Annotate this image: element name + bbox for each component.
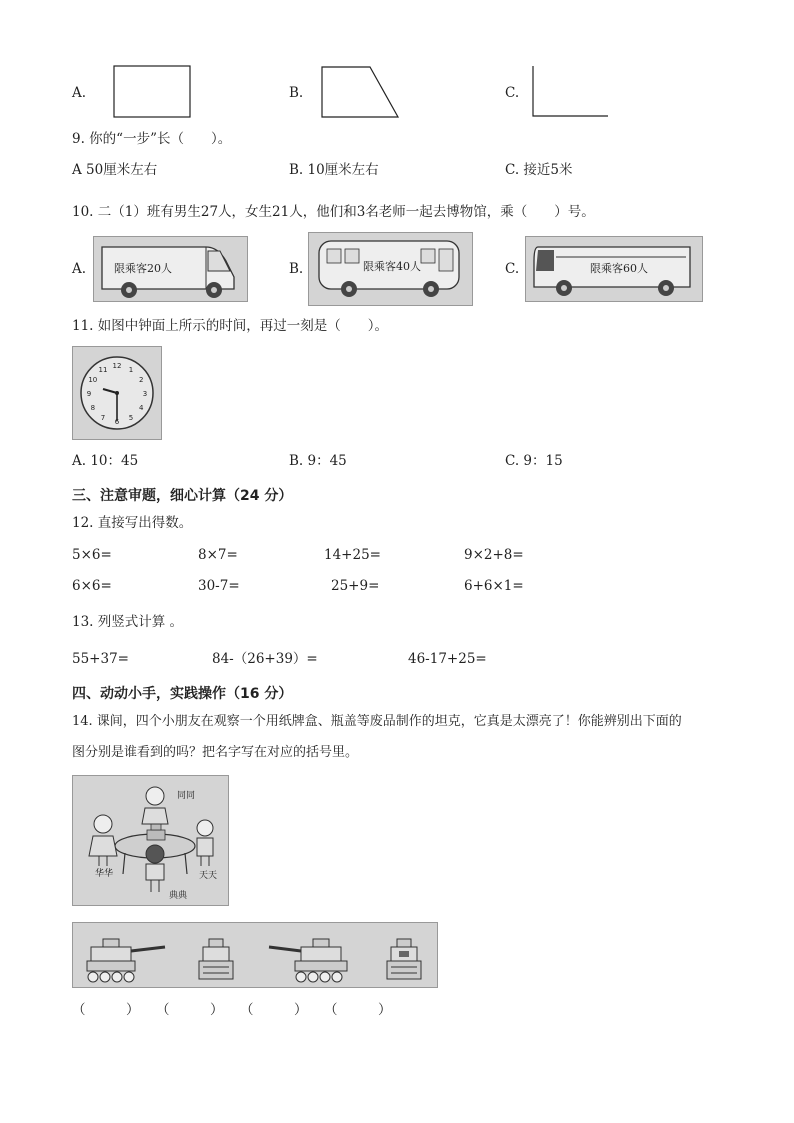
q8-option-a-label: A. [72, 85, 87, 101]
clock-numeral: 2 [138, 376, 144, 384]
child-name-top: 同同 [177, 791, 196, 801]
bus-a-capacity: 限乘客20人 [114, 262, 172, 275]
q12-item: 25+9= [331, 578, 380, 594]
clock-numeral: 12 [112, 362, 122, 370]
q8-option-c-label: C. [505, 85, 520, 101]
rectangle-shape [113, 65, 193, 120]
clock-numeral: 8 [90, 404, 96, 412]
section-3-title: 三、注意审题，细心计算（24 分） [72, 488, 293, 504]
q9-option-b: B. 10厘米左右 [289, 162, 379, 178]
q13-item: 55+37= [72, 651, 129, 667]
tank-side-view-1 [87, 939, 165, 982]
q14-question-line-1: 14. 课间，四个小朋友在观察一个用纸牌盒、瓶盖等废品制作的坦克，它真是太漂亮了！你能辨别出下面的 [72, 714, 682, 729]
clock-numeral: 11 [98, 365, 108, 374]
child-name-left: 华华 [95, 869, 114, 879]
q12-item: 9×2+8= [464, 547, 524, 563]
children-observing-tank-image [72, 775, 229, 906]
clock-image [72, 346, 162, 440]
q14-answer-blank[interactable]: （ ） [72, 1002, 140, 1018]
q12-item: 8×7= [198, 547, 238, 563]
q12-item: 6+6×1= [464, 578, 524, 594]
right-angle-shape [530, 65, 610, 120]
bus-image-a [93, 236, 248, 302]
q10-option-b-label: B. [289, 261, 304, 277]
bus-image-b [308, 232, 473, 306]
q9-question: 9. 你的“一步”长（ ）。 [72, 131, 232, 147]
q11-option-a: A. 10：45 [72, 453, 139, 469]
bus-image-c [525, 236, 703, 302]
q11-question: 11. 如图中钟面上所示的时间，再过一刻是（ ）。 [72, 318, 389, 334]
q13-item: 46-17+25= [408, 651, 487, 667]
q14-answer-blank[interactable]: （ ） [324, 1002, 392, 1018]
q11-option-c: C. 9：15 [505, 453, 563, 469]
q11-option-b: B. 9：45 [289, 453, 347, 469]
q12-question: 12. 直接写出得数。 [72, 515, 193, 531]
tank-back-view [387, 939, 421, 979]
q14-answer-blank[interactable]: （ ） [156, 1002, 224, 1018]
bus-c-capacity: 限乘客60人 [590, 262, 648, 275]
q12-item: 30-7= [198, 578, 240, 594]
q13-question: 13. 列竖式计算 。 [72, 614, 184, 630]
q10-option-a-label: A. [72, 261, 87, 277]
q12-item: 14+25= [324, 547, 381, 563]
q12-item: 5×6= [72, 547, 112, 563]
q9-option-c: C. 接近5米 [505, 162, 573, 178]
q12-item: 6×6= [72, 578, 112, 594]
q14-question-line-2: 图分别是谁看到的吗？把名字写在对应的括号里。 [72, 745, 359, 760]
q13-item: 84-（26+39）= [212, 651, 318, 667]
clock-numeral: 4 [138, 404, 144, 412]
child-name-right: 天天 [199, 871, 218, 881]
q8-option-b-label: B. [289, 85, 304, 101]
clock-numeral: 1 [128, 365, 134, 374]
tank-views-image [72, 922, 438, 988]
section-4-title: 四、动动小手，实践操作（16 分） [72, 686, 293, 702]
q10-question: 10. 二（1）班有男生27人，女生21人，他们和3名老师一起去博物馆，乘（ ）号。 [72, 204, 595, 220]
clock-numeral: 6 [114, 418, 120, 426]
q10-option-c-label: C. [505, 261, 520, 277]
clock-numeral: 7 [100, 414, 106, 423]
clock-numeral: 5 [128, 414, 134, 423]
child-name-bottom: 典典 [169, 891, 188, 901]
trapezoid-shape [320, 65, 402, 120]
clock-numeral: 9 [86, 390, 92, 398]
bus-b-capacity: 限乘客40人 [363, 260, 421, 273]
tank-front-view [199, 939, 233, 979]
q9-option-a: A 50厘米左右 [72, 162, 158, 178]
tank-side-view-2 [269, 939, 347, 982]
q14-answer-blank[interactable]: （ ） [240, 1002, 308, 1018]
clock-numeral: 10 [88, 376, 98, 384]
clock-numeral: 3 [142, 390, 148, 398]
